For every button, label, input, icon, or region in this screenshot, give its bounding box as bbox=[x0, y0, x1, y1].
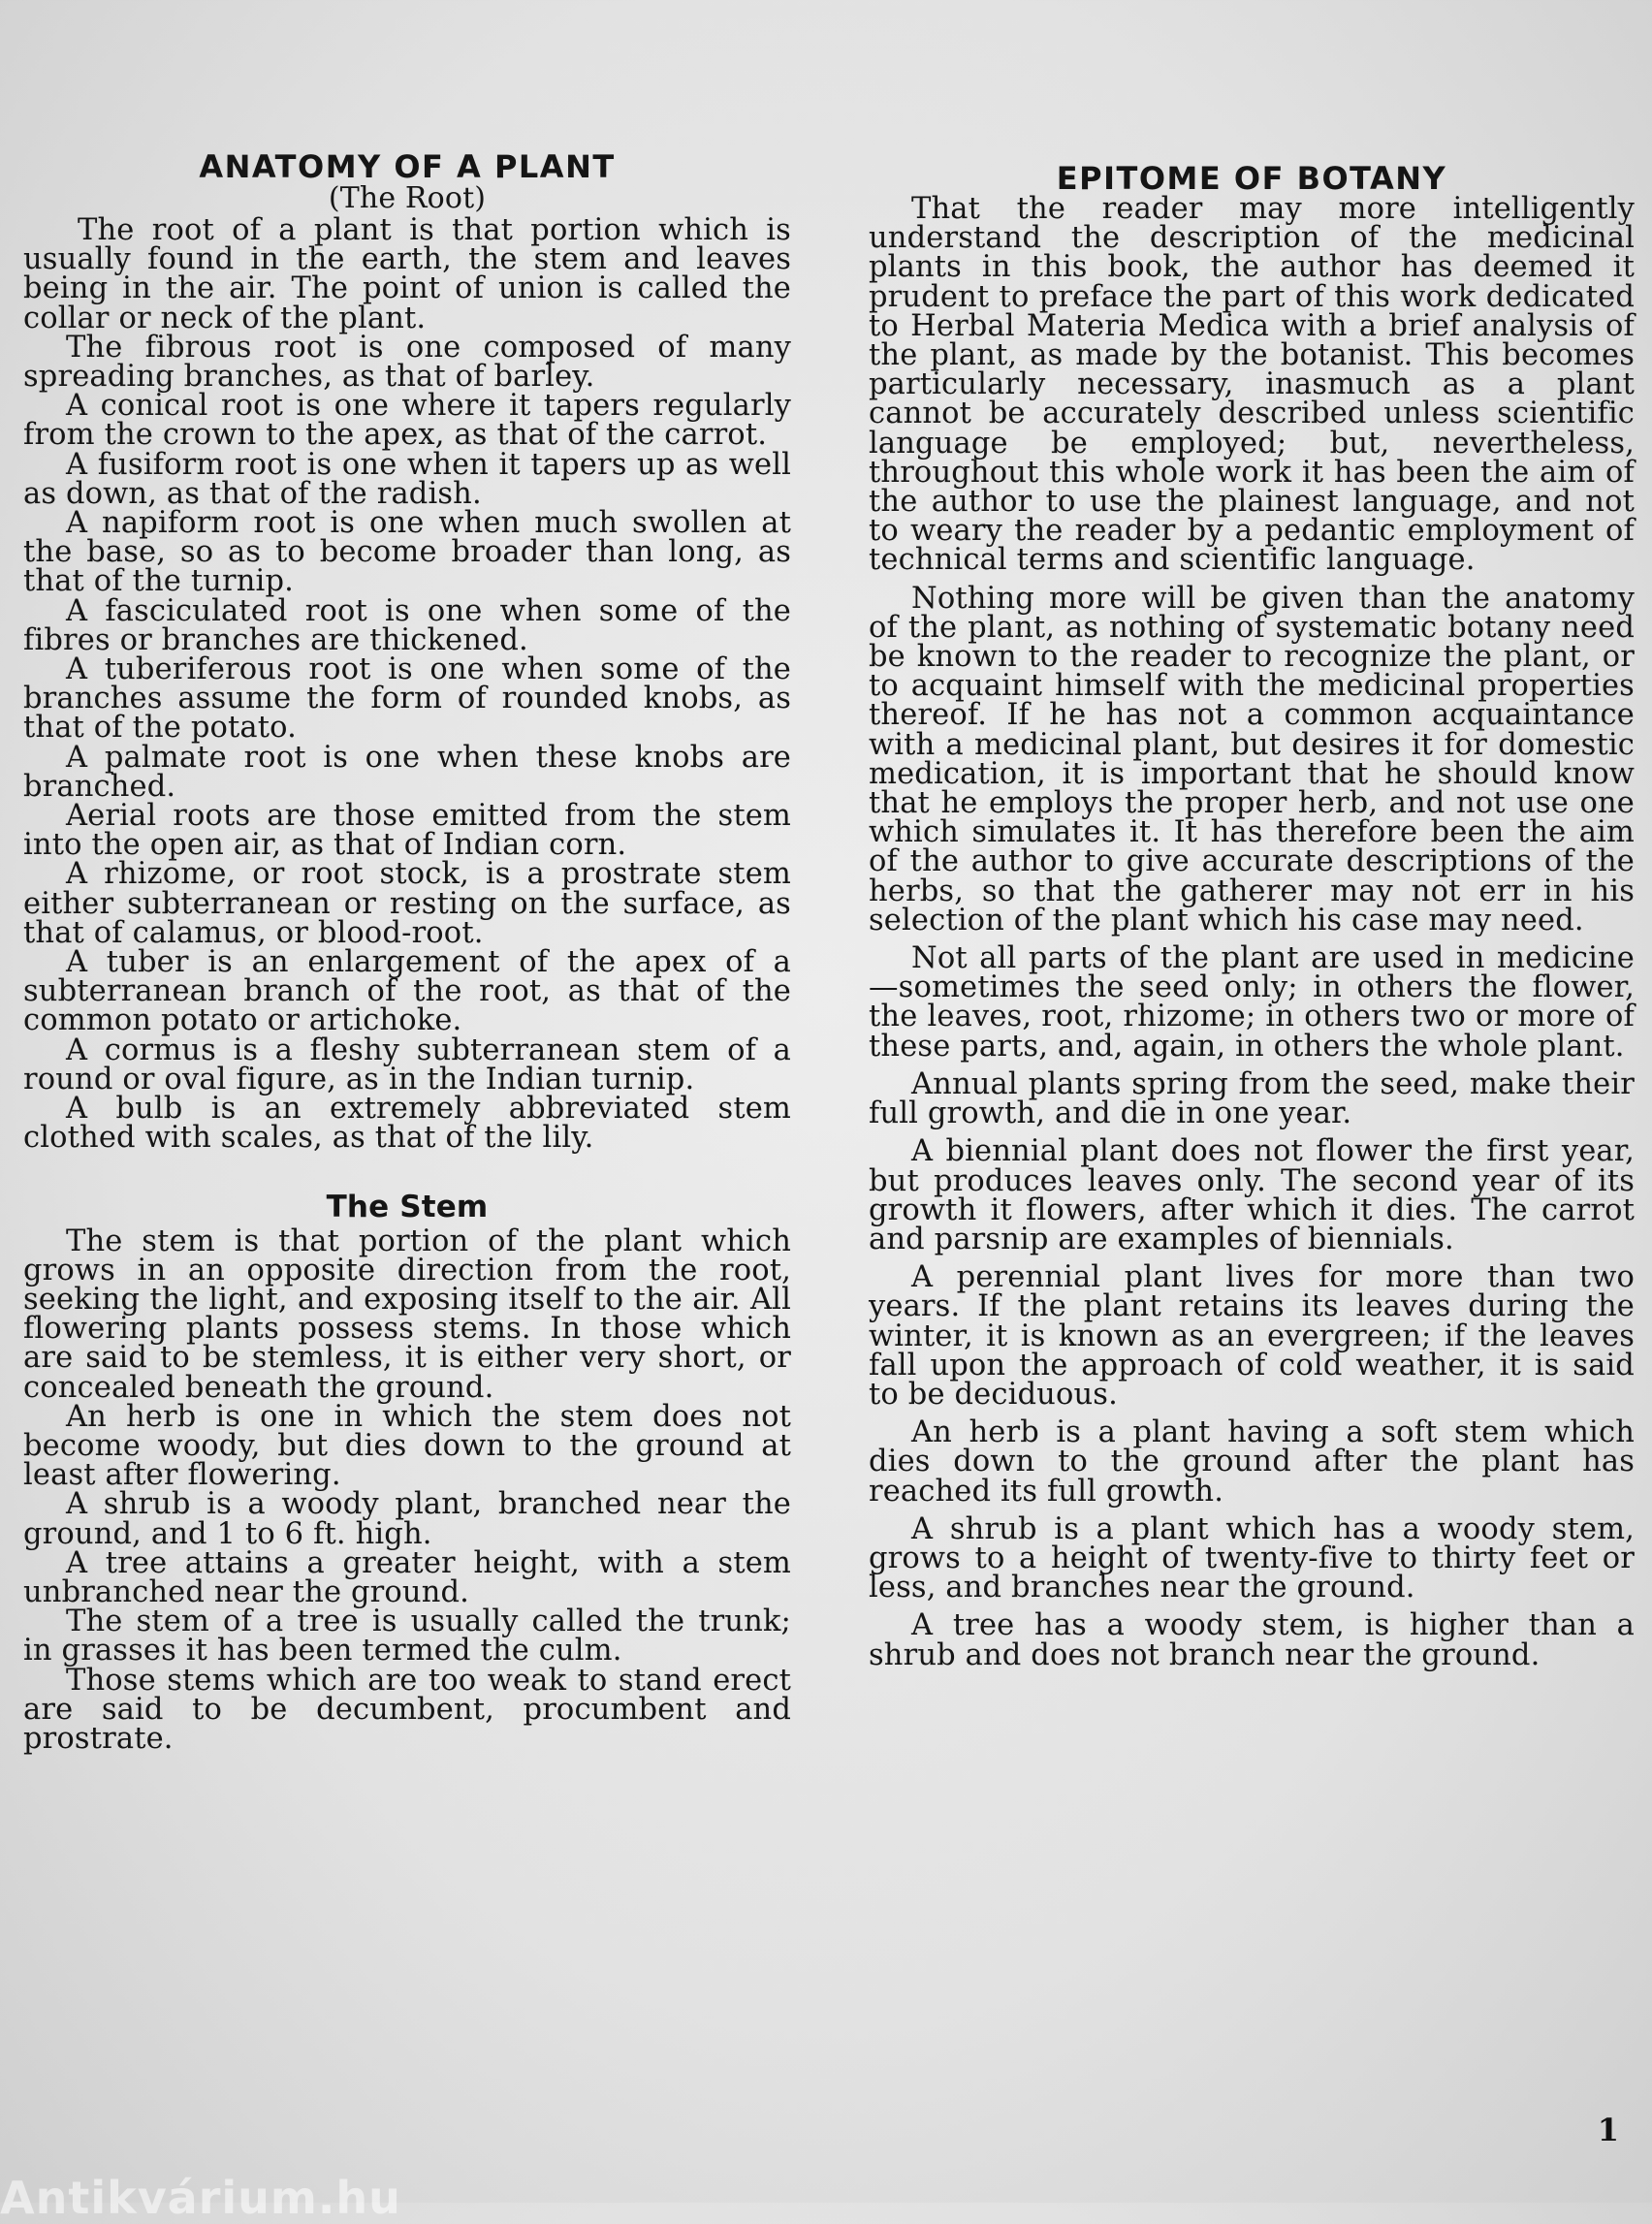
root-paragraph: A tuber is an enlargement of the apex of a subterranean branch of the root, as that of the common potato or artichoke. bbox=[23, 945, 791, 1038]
root-paragraph: Aerial roots are those emitted from the stem into the open air, as that of Indian corn. bbox=[23, 799, 791, 863]
root-subtitle: (The Root) bbox=[328, 181, 487, 215]
epitome-paragraph: A biennial plant does not flower the first year, but produces leaves only. The second year of its growth it flowers, after which it dies. The carrot and parsnip are examples of biennials. bbox=[869, 1134, 1635, 1256]
root-paragraph: The root of a plant is that portion which is usually found in the earth, the stem and leaves being in the air. The point of union is called the collar or neck of the plant. bbox=[23, 213, 791, 335]
epitome-paragraph: Not all parts of the plant are used in medicine—sometimes the seed only; in others the flower, the leaves, root, rhizome; in others two or more of these parts, and, again, in others the whole plant. bbox=[869, 941, 1635, 1064]
page-number: 1 bbox=[1597, 2112, 1619, 2148]
root-paragraph: A rhizome, or root stock, is a prostrate stem either subterranean or resting on the surface, as that of calamus, or blood-root. bbox=[23, 857, 791, 950]
root-paragraph: A palmate root is one when these knobs are branched. bbox=[23, 740, 791, 804]
watermark: Antikvárium.hu bbox=[0, 2172, 401, 2224]
root-paragraph: A fusiform root is one when it tapers up as well as down, as that of the radish. bbox=[23, 447, 791, 511]
right-column bbox=[869, 150, 1635, 1679]
epitome-paragraph: Nothing more will be given than the anatomy of the plant, as nothing of systematic botany need be known to the reader to recognize the plant, or to acquaint himself with the medicinal properties thereof. If he has not a common acquaintance with a medicinal plant, but desires it for domestic medication, it is important that he should know that he employs the proper herb, and not use one which simulates it. It has therefore been the aim of the author to give accurate descriptions of the herbs, so that the gatherer may not err in his selection of the plant which his case may need. bbox=[869, 581, 1635, 937]
root-paragraph: A conical root is one where it tapers regularly from the crown to the apex, as that of the carrot. bbox=[23, 389, 791, 453]
stem-paragraph: A shrub is a woody plant, branched near the ground, and 1 to 6 ft. high. bbox=[23, 1487, 791, 1551]
stem-paragraph: A tree attains a greater height, with a stem unbranched near the ground. bbox=[23, 1545, 791, 1609]
epitome-paragraph: An herb is a plant having a soft stem which dies down to the ground after the plant has reached its full growth. bbox=[869, 1415, 1635, 1509]
root-paragraph: A cormus is a fleshy subterranean stem of a round or oval figure, as in the Indian turnip. bbox=[23, 1033, 791, 1096]
stem-paragraph: An herb is one in which the stem does not become woody, but dies down to the ground at least after flowering. bbox=[23, 1399, 791, 1493]
epitome-title: EPITOME OF BOTANY bbox=[1056, 160, 1447, 197]
root-paragraph: A bulb is an extremely abbreviated stem clothed with scales, as that of the lily. bbox=[23, 1092, 791, 1156]
stem-paragraph: Those stems which are too weak to stand erect are said to be decumbent, procumbent and prostrate. bbox=[23, 1663, 791, 1756]
anatomy-title: ANATOMY OF A PLANT bbox=[199, 148, 616, 185]
root-paragraph: The fibrous root is one composed of many spreading branches, as that of barley. bbox=[23, 330, 791, 395]
epitome-paragraph: Annual plants spring from the seed, make their full growth, and die in one year. bbox=[869, 1066, 1635, 1131]
left-column bbox=[23, 150, 791, 1754]
root-paragraph: A fasciculated root is one when some of the fibres or branches are thickened. bbox=[23, 593, 791, 657]
epitome-paragraph: That the reader may more intelligently understand the description of the medicinal plants in this book, the author has deemed it prudent to preface the part of this work dedicated to Herbal Materia Medica with a brief analysis of the plant, as made by the botanist. This becomes particularly necessary, inasmuch as a plant cannot be accurately described unless scientific language be employed; but, nevertheless, throughout this whole work it has been the aim of the author to use the plainest language, and not to weary the reader by a pedantic employment of technical terms and scientific language. bbox=[869, 192, 1635, 578]
root-paragraph: A napiform root is one when much swollen at the base, so as to become broader than long, as that of the turnip. bbox=[23, 506, 791, 599]
stem-heading: The Stem bbox=[326, 1189, 489, 1224]
root-paragraph: A tuberiferous root is one when some of the branches assume the form of rounded knobs, as that of the potato. bbox=[23, 652, 791, 746]
stem-paragraph: The stem of a tree is usually called the trunk; in grasses it has been termed the culm. bbox=[23, 1604, 791, 1668]
stem-paragraph: The stem is that portion of the plant which grows in an opposite direction from the root, seeking the light, and exposing itself to the air. All flowering plants possess stems. In those which are said to be stemless, it is either very short, or concealed beneath the ground. bbox=[23, 1223, 791, 1405]
epitome-paragraph: A shrub is a plant which has a woody stem, grows to a height of twenty-five to thirty feet or less, and branches near the ground. bbox=[869, 1511, 1635, 1605]
epitome-paragraph: A tree has a woody stem, is higher than a shrub and does not branch near the ground. bbox=[869, 1608, 1635, 1672]
epitome-paragraph: A perennial plant lives for more than two years. If the plant retains its leaves during the winter, it is known as an evergreen; if the leaves fall upon the approach of cold weather, it is said to be deciduous. bbox=[869, 1260, 1635, 1412]
